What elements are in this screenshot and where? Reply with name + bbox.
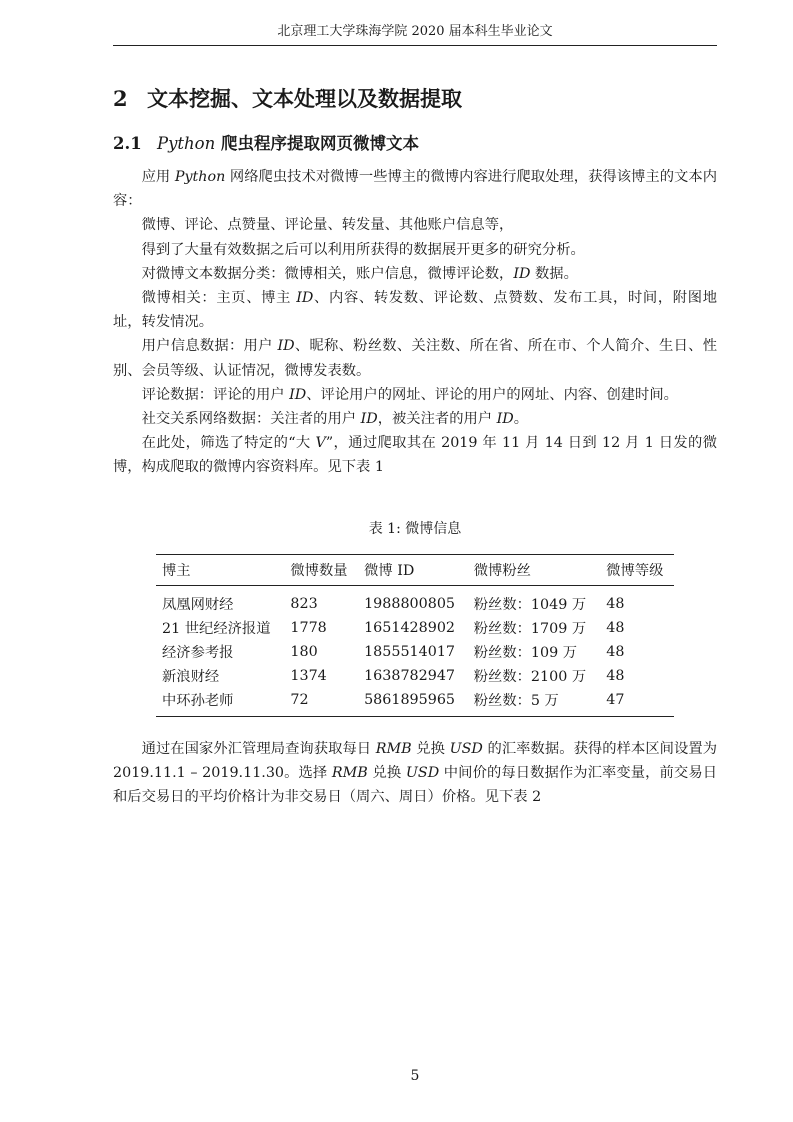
running-header: 北京理工大学珠海学院 2020 届本科生毕业论文 [277,24,553,39]
text-run: 的汇率数据。获得的样本区间设置为 2019.11.1 – 2019.11.30。选择 [113,741,718,782]
italic-term: ID [360,411,378,428]
italic-term: ID [277,338,295,355]
italic-term: ID [296,290,314,307]
paragraph [113,407,717,431]
table-header-row [156,555,674,586]
text-run: 。 [513,411,529,428]
paragraph [113,383,717,407]
table-cell: 180 [290,644,318,660]
column-header: 博主 [156,555,284,586]
column-header: 微博等级 [600,555,674,586]
table-row [156,616,674,640]
text-run: 网络爬虫技术对微博一些博主的微博内容进行爬取处理，获得该博主的文本内容： [113,169,717,210]
paragraph: 微博、评论、点赞量、评论量、转发量、其他账户信息等， [141,217,514,234]
subsection-title: 爬虫程序提取网页微博文本 [215,134,419,153]
italic-term: ID [496,411,514,428]
text-run: 通过在国家外汇管理局查询获取每日 [141,741,376,757]
italic-term: V [315,435,326,452]
table-cell: 粉丝数：1049 万 [473,597,587,613]
column-header: 微博粉丝 [468,555,601,586]
body-text [113,165,717,480]
subsection-heading [113,131,419,157]
italic-term: Python [174,169,226,185]
table-cell: 粉丝数：109 万 [473,645,578,661]
text-run: 、内容、转发数、评论数、点赞数、发布工具，时间，附图地址，转发情况。 [113,290,718,331]
table-cell: 粉丝数：2100 万 [473,669,587,685]
table-row [156,664,674,688]
paragraph [113,286,717,334]
text-run: ”，通过爬取其在 2019 年 11 月 14 日到 12 月 1 日发的微博，构成爬取的微博内容资料库。见下表 1 [113,435,717,476]
subsection-number: 2.1 [113,134,142,153]
text-run: 兑换 [367,765,406,782]
header-rule [113,45,717,46]
paragraph [113,334,717,382]
paragraph [113,262,717,286]
page-number: 5 [410,1068,420,1084]
text-run: 社交关系网络数据：关注者的用户 [141,411,361,428]
table-cell: 中环孙老师 [156,688,284,717]
table-cell: 凤凰网财经 [162,597,234,613]
weibo-info-table [156,554,674,717]
text-run: 、评论用户的网址、评论的用户的网址、内容、创建时间。 [306,386,678,403]
text-run: ，被关注者的用户 [377,411,497,428]
subsection-title-italic: Python [157,134,216,153]
section-heading [113,84,462,114]
table-cell: 粉丝数：1709 万 [473,621,587,637]
table-cell: 21 世纪经济报道 [162,621,271,637]
text-run: 数据。 [530,265,578,282]
table-cell: 1651428902 [364,620,456,636]
italic-term: RMB [331,765,368,782]
section-number: 2 [113,86,128,111]
italic-term: RMB [375,741,412,757]
text-run: 评论数据：评论的用户 [141,386,290,403]
table-cell: 5861895965 [358,688,468,717]
text-run: 在此处，筛选了特定的“大 [141,435,316,452]
body-text-after-table [113,737,717,810]
text-run: 应用 [141,169,175,185]
table-cell: 48 [606,644,625,660]
text-run: 对微博文本数据分类：微博相关，账户信息，微博评论数， [141,265,514,282]
italic-term: ID [513,265,531,282]
table-row [156,688,674,717]
table-cell: 经济参考报 [162,645,234,661]
text-run: 用户信息数据：用户 [141,338,278,355]
paragraph: 得到了大量有效数据之后可以利用所获得的数据展开更多的研究分析。 [141,241,585,258]
section-title: 文本挖掘、文本处理以及数据提取 [147,86,462,111]
column-header: 微博 ID [358,555,468,586]
italic-term: ID [289,386,307,403]
table-row [156,640,674,664]
paragraph [113,431,717,479]
text-run: 中间价的每日数据作为汇率变量，前交易日和后交易日的平均价格计为非交易日（周六、周日）价格。见下表 2 [113,765,717,806]
italic-term: USD [449,741,483,757]
text-run: 兑换 [411,741,450,757]
table-cell: 47 [600,688,674,717]
table-cell: 1855514017 [364,644,456,660]
table-cell: 48 [606,620,625,636]
table-cell: 1374 [290,668,327,684]
paragraph [113,737,717,810]
table-cell: 48 [606,596,625,612]
table-cell: 1988800805 [364,596,456,612]
column-header: 微博数量 [284,555,358,586]
table-cell: 新浪财经 [162,669,220,685]
italic-term: USD [405,765,440,782]
table-cell: 粉丝数：5 万 [468,688,601,717]
text-run: 微博相关：主页、博主 [141,290,297,307]
table-cell: 72 [284,688,358,717]
table-cell: 1778 [290,620,327,636]
table-row [156,586,674,617]
paragraph [113,165,717,213]
table-cell: 823 [290,596,318,612]
table-caption: 表 1: 微博信息 [368,521,462,537]
table-cell: 1638782947 [364,668,456,684]
text-run: 、昵称、粉丝数、关注数、所在省、所在市、个人简介、生日、性别、会员等级、认证情况，微博发表数。 [113,338,718,379]
table-cell: 48 [606,668,625,684]
